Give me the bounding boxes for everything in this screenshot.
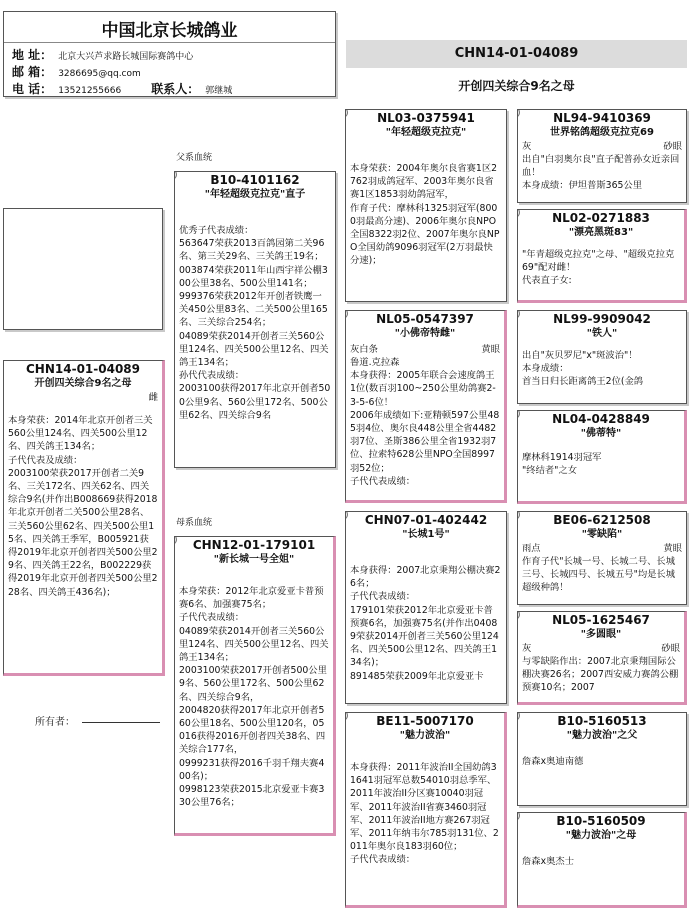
ggp-5-eye: 黄眼 bbox=[663, 543, 682, 554]
ggp-card-8 bbox=[517, 812, 687, 908]
granddam-1-id: NL05-0547397 bbox=[376, 312, 474, 326]
granddam-2-card bbox=[345, 712, 507, 908]
top-ring-banner: CHN14-01-04089 bbox=[346, 40, 687, 68]
contact-label: 联系人： bbox=[151, 82, 200, 96]
ggp-4-title: "佛蒂特" bbox=[580, 428, 622, 439]
grandsire-1-card bbox=[345, 109, 507, 302]
ggp-card-3 bbox=[517, 310, 687, 404]
ggp-7-id: B10-5160513 bbox=[557, 714, 647, 728]
grandsire-1-id: NL03-0375941 bbox=[377, 111, 475, 125]
granddam-1-eye: 黄眼 bbox=[481, 344, 500, 355]
sire-title: "年轻超级克拉克"直子 bbox=[204, 189, 306, 200]
grandsire-1-text: 本身荣获：2004年奥尔良省赛1区2762羽成鸽冠军、2003年奥尔良省赛1区1853羽幼鸽冠军， 作育子代：摩林科1325羽冠军(8000羽最高分速)、2006年奥尔良NPO全国8322羽2位、2007年奥尔良NPO全国幼鸽9096羽冠军(2万羽最快分速)； bbox=[350, 163, 500, 267]
dam-card bbox=[174, 536, 336, 836]
ggp-5-id: BE06-6212508 bbox=[553, 513, 651, 527]
phone-value: 13521255666 bbox=[58, 86, 122, 96]
ggp-4-id: NL04-0428849 bbox=[552, 412, 650, 426]
dam-title: "新长城一号全姐" bbox=[213, 554, 295, 565]
grandsire-2-card bbox=[345, 511, 507, 704]
main-bird-title: 开创四关综合9名之母 bbox=[34, 378, 132, 389]
ggp-1-title: 世界铭鸽超级克拉克69 bbox=[550, 127, 654, 138]
ggp-6-id: NL05-1625467 bbox=[552, 613, 650, 627]
ggp-4-text: 摩林科1914羽冠军 "终结者"之女 bbox=[522, 452, 602, 477]
ggp-8-title: "魅力波治"之母 bbox=[565, 830, 637, 841]
grandsire-2-title: "长城1号" bbox=[402, 529, 450, 540]
ggp-1-eye: 砂眼 bbox=[663, 141, 682, 152]
ggp-card-6 bbox=[517, 611, 687, 705]
grandsire-2-id: CHN07-01-402442 bbox=[364, 513, 488, 527]
ggp-3-text: 出自"灰贝罗尼"x"斑波治"！ 本身成绩： 首当日归长距离鸽王2位(金鸽 bbox=[522, 350, 644, 388]
ggp-6-title: "多圆眼" bbox=[580, 629, 622, 640]
granddam-1-color: 灰白条 bbox=[350, 344, 378, 355]
email-value: 3286695@qq.com bbox=[58, 69, 141, 79]
ggp-3-id: NL99-9909042 bbox=[553, 312, 651, 326]
contact-value: 郭继城 bbox=[205, 86, 233, 96]
owner-line[interactable] bbox=[82, 722, 160, 723]
granddam-1-card bbox=[345, 310, 507, 503]
ggp-2-title: "漂亮黑斑83" bbox=[568, 227, 634, 238]
father-line-label: 父系血统 bbox=[176, 153, 213, 163]
ggp-5-text: 作育子代"长城一号、长城二号、长城三号、长城四号、长城五号"均是长城超级种鸽！ bbox=[522, 556, 676, 594]
ggp-7-title: "魅力波治"之父 bbox=[566, 730, 638, 741]
ggp-6-eye: 砂眼 bbox=[661, 643, 680, 654]
header-box bbox=[3, 11, 336, 97]
ggp-card-1 bbox=[517, 109, 687, 203]
dam-text: 本身荣获：2012年北京爱亚卡普预赛6名、加强赛75名； 子代代表成绩： 04089荣获2014开创者三关560公里124名、四关500公里12名、四关鸽王134名； 2003100荣获2017开创者500公里9名、560公里172名、500公里62名、四关综合9名， 2004820获得2017年北京开创者560公里18名、500公里120名，05016获得2016开创者四关38名、四关综合177名， 0999231获得2016千羽千翔夫赛400名)； 0998123荣获2015北京爱亚卡赛330公里76名； bbox=[179, 586, 329, 809]
dam-id: CHN12-01-179101 bbox=[192, 538, 316, 552]
sire-card bbox=[174, 171, 336, 468]
ggp-2-text: "年青超级克拉克"之母、"超级克拉克69"配对雌！ 代表直子女: bbox=[522, 249, 675, 287]
main-bird-sex: 雌 bbox=[148, 392, 158, 403]
address-value: 北京大兴芦求路长城国际赛鸽中心 bbox=[58, 52, 194, 62]
ggp-5-title: "零缺陷" bbox=[581, 529, 623, 540]
email-label: 邮 箱： bbox=[12, 65, 53, 79]
granddam-1-text: 鲁道.克拉森 本身获得：2005年联合会速度鸽王1位(数百羽100~250公里幼鸽赛2-3-5-6位！ 2006年成绩如下:亚精顿597公里485羽4位、奥尔良448公里全省4482羽7位、圣斯386公里全省1932羽7位、拉索特628公里NPO全国8997羽52位； 子代代表成绩： bbox=[350, 357, 500, 487]
grandsire-2-text: 本身获得：2007北京秉翔公棚决赛26名； 子代代表成绩： 179101荣获2012年北京爱亚卡普预赛6名，加强赛75名(并作出04089荣获2014开创者三关560公里124名、四关500公里12名、四关鸽王134名)； 891485荣获2009年北京爱亚卡 bbox=[350, 565, 501, 682]
owner-label: 所有者： bbox=[35, 717, 75, 728]
address-label: 地 址： bbox=[12, 48, 53, 62]
ggp-7-text: 詹森x奥迪南德 bbox=[522, 756, 584, 767]
photo-placeholder bbox=[3, 208, 163, 330]
mother-line-label: 母系血统 bbox=[176, 518, 213, 528]
ggp-2-id: NL02-0271883 bbox=[552, 211, 650, 225]
sire-id: B10-4101162 bbox=[210, 173, 300, 187]
top-subtitle: 开创四关综合9名之母 bbox=[458, 79, 575, 93]
ggp-3-title: "铁人" bbox=[586, 328, 618, 339]
ggp-card-7 bbox=[517, 712, 687, 806]
phone-label: 电 话： bbox=[12, 82, 53, 96]
page-title: 中国北京长城鸽业 bbox=[4, 16, 335, 43]
main-bird-id: CHN14-01-04089 bbox=[26, 362, 140, 376]
sire-text: 优秀子代表成绩： 563647荣获2013百鸽园第二关96名、第三关29名、三关鸽王19名； 003874荣获2011年山西宇祥公棚300公里38名、500公里141名； 999376荣获2012年开创者铁鹰一关450公里83名、二关500公里165名、三关综合254名； 04089荣获2014开创者三关560公里124名、四关500公里12名、四关鸽王134名； 孙代代表成绩： 2003100获得2017年北京开创者500公里9名、560公里172名、500公里62名、四关综合9名 bbox=[179, 225, 331, 421]
ggp-1-color: 灰 bbox=[522, 141, 532, 152]
ggp-1-text: 出自"白羽奥尔良"直子配普孙女近亲回血！ 本身成绩：伊坦普斯365公里 bbox=[522, 154, 680, 192]
ggp-1-id: NL94-9410369 bbox=[553, 111, 651, 125]
granddam-2-title: "魅力波治" bbox=[399, 730, 451, 741]
ggp-card-5 bbox=[517, 511, 687, 605]
ggp-card-4 bbox=[517, 410, 687, 504]
ggp-card-2 bbox=[517, 209, 687, 303]
granddam-2-id: BE11-5007170 bbox=[376, 714, 474, 728]
ggp-5-color: 雨点 bbox=[522, 543, 541, 554]
main-bird-text: 本身荣获：2014年北京开创者三关560公里124名、四关500公里12名、四关鸽王134名； 子代代表及成绩： 2003100荣获2017开创者二关9名、三关172名、四关62名、四关综合9名(并作出B008669获得2018年北京开创者二关500公里28名、三关560公里62名、四关500公里15名、四关鸽王季军，B005921获得2019年北京开创者四关500公里29名、四关鸽王22名，B002229获得2019年北京开创者四关500公里228名、四关鸽王436名)； bbox=[8, 415, 158, 598]
granddam-2-text: 本身获得：2011年波治II全国幼鸽31641羽冠军总数54010羽总季军、2011年波治II分区赛10040羽冠军、2011年波治II省赛3460羽冠军、2011年波治II地方赛267羽冠军、2011年纳韦尔785羽131位、2011年奥尔良183羽60位； 子代代表成绩： bbox=[350, 762, 499, 866]
granddam-1-title: "小佛帝特雌" bbox=[394, 328, 456, 339]
ggp-8-text: 詹森x奥杰士 bbox=[522, 856, 574, 867]
ggp-8-id: B10-5160509 bbox=[556, 814, 646, 828]
ggp-6-color: 灰 bbox=[522, 643, 532, 654]
grandsire-1-title: "年轻超级克拉克" bbox=[385, 127, 467, 138]
main-bird-card bbox=[3, 360, 165, 676]
ggp-6-text: 与零缺陷作出：2007北京秉翔国际公棚决赛26名；2007西安威力赛鸽公棚预赛10名；2007 bbox=[522, 656, 679, 694]
